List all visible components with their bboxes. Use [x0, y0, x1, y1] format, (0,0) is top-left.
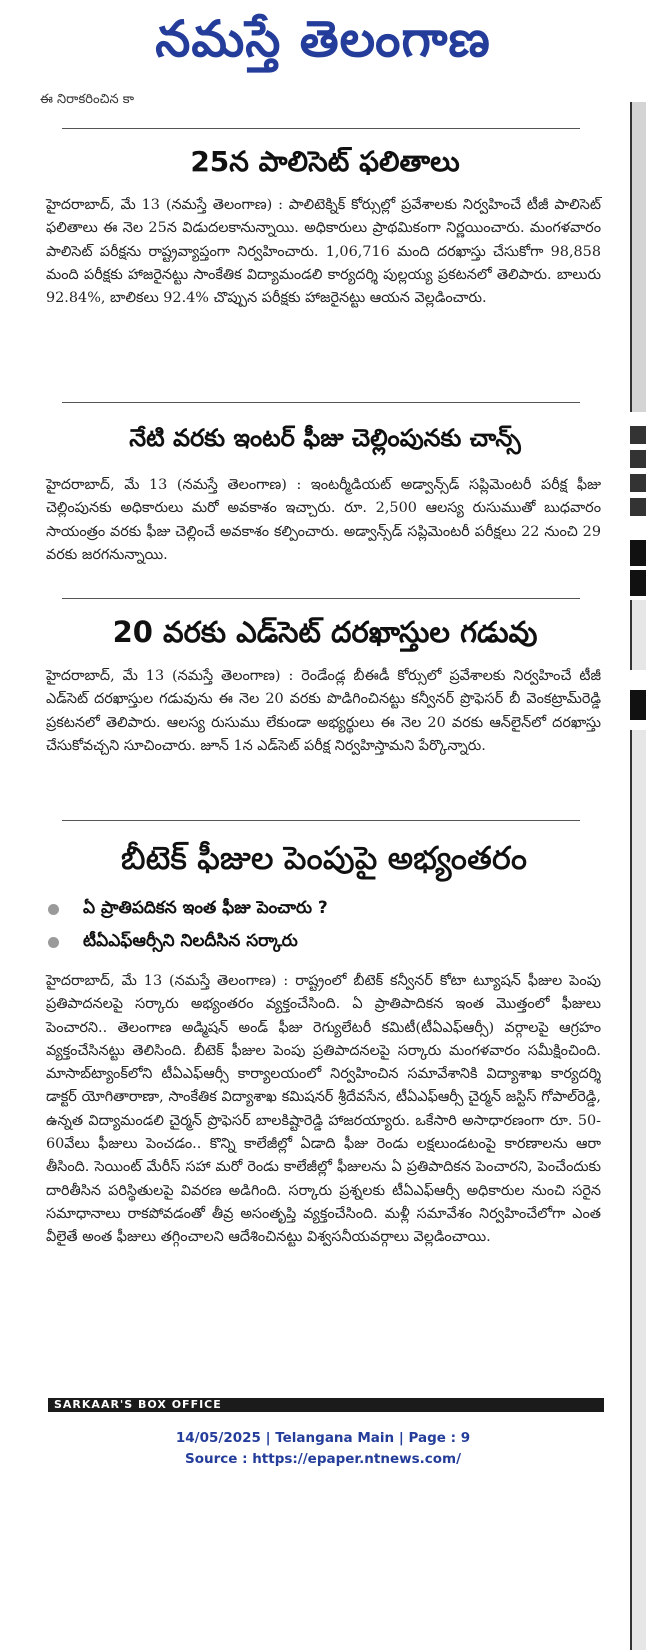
article-divider — [62, 128, 580, 129]
bullet-text: ఏ ప్రాతిపదికన ఇంత ఫీజు పెంచారు ? — [83, 897, 328, 918]
bullet-dot-icon — [48, 937, 59, 948]
adjacent-icon — [630, 474, 646, 492]
adjacent-column-strip — [628, 100, 646, 1410]
article-body-edcet: హైదరాబాద్, మే 13 (నమస్తే తెలంగాణ) : రెండేండ్ల బీఈడీ కోర్సులో ప్రవేశాలకు నిర్వహించే టీజీ ఎడ్‌సెట్ దరఖాస్తుల గడువును ఈ నెల 20 వరకు పొడిగించినట్టు కన్వీనర్ ప్రొఫెసర్ బీ వెంకట్రామ్‌రెడ్డి ప్రకటనలో తెలిపారు. ఆలస్య రుసుము లేకుండా అభ్యర్థులు ఈ నెల 20 వరకు ఆన్‌లైన్‌లో దరఖాస్తు చేసుకోవచ్చని సూచించారు. జూన్ 1న ఎడ్‌సెట్ పరీక్ష నిర్వహిస్తామని పేర్కొన్నారు. — [46, 668, 601, 754]
adjacent-block — [630, 540, 646, 566]
bullet-dot-icon — [48, 904, 59, 915]
newspaper-logo: నమస్తే తెలంగాణ — [155, 9, 491, 68]
highlight-bullet — [48, 926, 598, 959]
highlight-bullets — [48, 893, 598, 959]
cutoff-text: ఈ నిరాకరించిన కా — [40, 92, 135, 104]
adjacent-icon — [630, 426, 646, 444]
article-body-inter-fee: హైదరాబాద్, మే 13 (నమస్తే తెలంగాణ) : ఇంటర్మీడియట్ అడ్వాన్స్‌డ్ సప్లిమెంటరీ పరీక్ష ఫీజు చెల్లింపునకు అధికారులు మరో అవకాశం ఇచ్చారు. రూ. 2,500 ఆలస్య రుసుముతో బుధవారం సాయంత్రం వరకు ఫీజు చెల్లించే అవకాశం కల్పించారు. అడ్వాన్స్‌డ్ సప్లిమెంటరీ పరీక్షలు 22 నుంచి 29 వరకు జరగనున్నాయి. — [46, 477, 601, 563]
article-divider — [62, 402, 580, 403]
advertisement-banner — [48, 1398, 604, 1412]
article-headline-polycet: 25న పాలిసెట్ ఫలితాలు — [190, 145, 460, 178]
adjacent-block — [630, 690, 646, 720]
adjacent-block — [630, 570, 646, 596]
article-divider — [62, 820, 580, 821]
article-headline-edcet: 20 వరకు ఎడ్‌సెట్ దరఖాస్తుల గడువు — [112, 615, 538, 649]
adjacent-photo — [630, 102, 646, 412]
source-link[interactable]: Source : https://epaper.ntnews.com/ — [184, 1451, 462, 1467]
article-body-polycet: హైదరాబాద్, మే 13 (నమస్తే తెలంగాణ) : పాలిటెక్నిక్ కోర్సుల్లో ప్రవేశాలకు నిర్వహించే టీజీ పాలిసెట్ ఫలితాలు ఈ నెల 25న విడుదలకానున్నాయి. అధికారులు ప్రాథమికంగా నిర్ణయించారు. మంగళవారం పాలిసెట్ పరీక్షను రాష్ట్రవ్యాప్తంగా నిర్వహించారు. 1,06,716 మంది దరఖాస్తు చేసుకోగా 98,858 మంది పరీక్షకు హాజరైనట్టు సాంకేతిక విద్యామండలి కార్యదర్శి పుల్లయ్య ప్రకటనలో తెలిపారు. బాలురు 92.84%, బాలికలు 92.4% చొప్పున పరీక్షకు హాజరైనట్టు ఆయన వెల్లడించారు. — [46, 197, 601, 307]
masthead — [0, 0, 646, 84]
adjacent-ad-area — [630, 730, 646, 1650]
adjacent-icon — [630, 498, 646, 516]
article-headline-btech-fee: బీటెక్ ఫీజుల పెంపుపై అభ్యంతరం — [120, 839, 528, 877]
advertisement-text: SARKAAR'S BOX OFFICE — [54, 1398, 222, 1411]
bullet-text: టీఏఎఫ్‌ఆర్సీని నిలదీసిన సర్కారు — [83, 930, 298, 951]
article-headline-inter-fee: నేటి వరకు ఇంటర్ ఫీజు చెల్లింపునకు చాన్స్ — [129, 424, 521, 452]
adjacent-text-area — [630, 600, 646, 670]
article-body-btech-fee: హైదరాబాద్, మే 13 (నమస్తే తెలంగాణ) : రాష్ట్రంలో బీటెక్ కన్వీనర్ కోటా ట్యూషన్ ఫీజుల పెంపు ప్రతిపాదనలపై సర్కారు అభ్యంతరం వ్యక్తంచేసింది. ఏ ప్రాతిపాదికన ఇంత మొత్తంలో ఫీజులు పెంచారని.. తెలంగాణ అడ్మిషన్ అండ్ ఫీజు రెగ్యులేటరీ కమిటీ(టీఏఎఫ్‌ఆర్సీ) వర్గాలపై ఆగ్రహం వ్యక్తంచేసినట్టు తెలిసింది. బీటెక్ ఫీజుల పెంపు ప్రతిపాదనలపై సర్కారు మంగళవారం సమీక్షించింది. మాసాబ్‌ట్యాంక్‌లోని టీఏఎఫ్‌ఆర్సీ కార్యాలయంలో నిర్వహించిన సమావేశానికి విద్యాశాఖ కార్యదర్శి డాక్టర్ యోగితారాణా, సాంకేతిక విద్యాశాఖ కమిషనర్ శ్రీదేవసేన, టీఏఎఫ్‌ఆర్సీ చైర్మన్ జస్టిస్ గోపాల్‌రెడ్డి, ఉన్నత విద్యామండలి చైర్మన్ ప్రొఫెసర్ బాలకిష్టారెడ్డి హాజరయ్యారు. ఒకేసారి అసాధారణంగా రూ. 50-60వేలు ఫీజులు పెంచడం.. కొన్ని కాలేజీల్లో ఏడాది ఫీజు రెండు లక్షలుండటంపై కారణాలను ఆరా తీసింది. సెయింట్ మేరీస్ సహా మరో రెండు కాలేజీల్లో ఫీజులను ఏ ప్రతిపాదికన పెంచారని, పెంచేందుకు దారితీసిన పరిస్థితులపై వివరణ అడిగింది. సర్కారు ప్రశ్నలకు టీఏఎఫ్‌ఆర్సీ అధికారుల నుంచి సరైన సమాధానాలు రాకపోవడంతో తీవ్ర అసంతృప్తి వ్యక్తంచేసింది. మళ్లీ సమావేశం నిర్వహించేలోగా ఎంత వీలైతే అంత ఫీజులు తగ్గించాలని ఆదేశించినట్టు విశ్వసనీయవర్గాలు వెల్లడించాయి. — [46, 973, 601, 1246]
article-divider — [62, 598, 580, 599]
page-footer — [0, 1428, 646, 1470]
edition-info: 14/05/2025 | Telangana Main | Page : 9 — [175, 1430, 471, 1446]
highlight-bullet — [48, 893, 598, 926]
adjacent-icon — [630, 450, 646, 468]
